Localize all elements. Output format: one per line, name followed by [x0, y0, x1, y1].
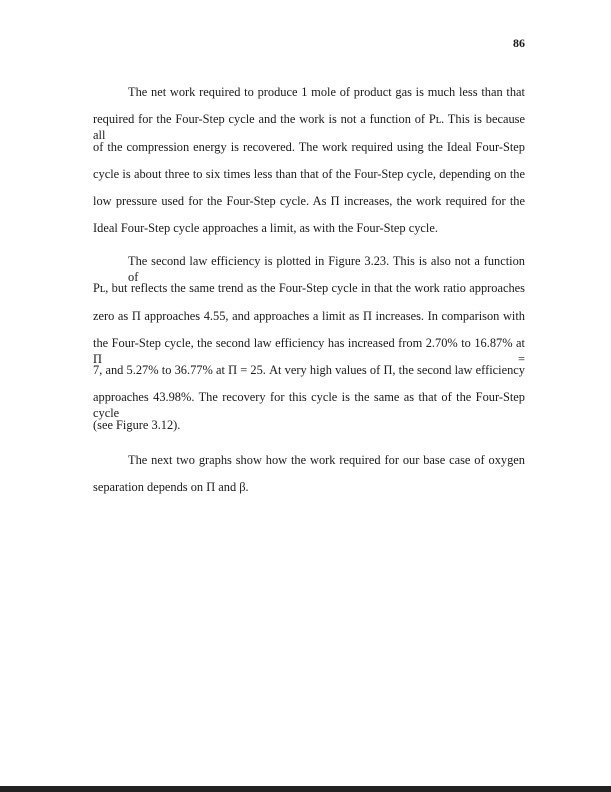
text-line: The next two graphs show how the work required for our base case of oxygen — [128, 453, 525, 467]
paragraph-net-work — [93, 84, 525, 248]
text-line: cycle is about three to six times less than that of the Four-Step cycle, depending on the — [93, 166, 525, 181]
text-line: The net work required to produce 1 mole of product gas is much less than that — [128, 85, 525, 99]
text-line: approaches 43.98%. The recovery for this cycle is the same as that of the Four-Step cycle — [93, 390, 525, 421]
text-line: Pʟ, but reflects the same trend as the Four-Step cycle in that the work ratio approaches — [93, 281, 525, 296]
text-line: required for the Four-Step cycle and the work is not a function of Pʟ. This is because all — [93, 112, 525, 143]
text-line: the Four-Step cycle, the second law efficiency has increased from 2.70% to 16.87% at Π = — [93, 335, 525, 366]
text-line: The second law efficiency is plotted in Figure 3.23. This is also not a function of — [128, 254, 525, 284]
page-number: 86 — [513, 36, 525, 50]
text-line: of the compression energy is recovered. The work required using the Ideal Four-Step — [93, 139, 525, 154]
text-line: (see Figure 3.12). — [93, 417, 181, 432]
text-line: 7, and 5.27% to 36.77% at Π = 25. At very high values of Π, the second law efficiency — [93, 363, 525, 378]
paragraph-next-graphs — [93, 452, 525, 507]
text-line: low pressure used for the Four-Step cycle. As Π increases, the work required for the — [93, 194, 525, 209]
text-line: separation depends on Π and β. — [93, 480, 249, 495]
paragraph-second-law — [93, 253, 525, 444]
text-line: zero as Π approaches 4.55, and approaches a limit as Π increases. In comparison with — [93, 308, 525, 323]
scan-bottom-edge — [0, 786, 611, 792]
text-line: Ideal Four-Step cycle approaches a limit, as with the Four-Step cycle. — [93, 221, 438, 236]
